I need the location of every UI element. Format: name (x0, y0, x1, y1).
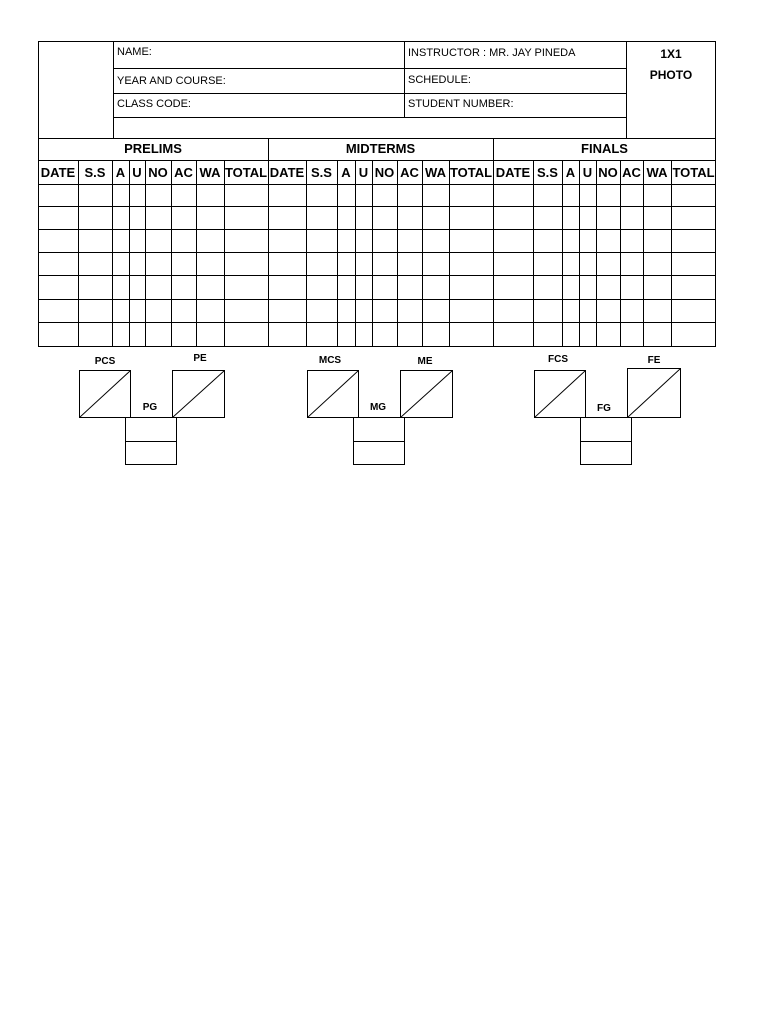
col-header-ac: AC (174, 165, 193, 180)
row-line (38, 206, 716, 207)
header-bottom-line (38, 138, 716, 139)
header-divider-left (113, 41, 114, 138)
col-header-ss: S.S (537, 165, 558, 180)
diagonal-line (80, 371, 130, 417)
class-code-label: CLASS CODE: (117, 98, 191, 110)
grade-box-divider (353, 441, 405, 442)
finals-exam-label: FE (647, 355, 661, 366)
col-line (355, 160, 356, 347)
midterms-exam-label: ME (417, 356, 433, 367)
col-line (337, 160, 338, 347)
col-header-date: DATE (40, 165, 76, 180)
row-line (38, 322, 716, 323)
col-line (112, 160, 113, 347)
row-line (38, 275, 716, 276)
col-header-u: U (358, 165, 369, 180)
prelims-cs-box (79, 370, 131, 418)
col-header-no: NO (598, 165, 618, 180)
section-title-midterms: MIDTERMS (345, 141, 416, 156)
photo-label-line1: 1X1 (660, 47, 682, 61)
col-header-date: DATE (269, 165, 305, 180)
col-header-wa: WA (646, 165, 668, 180)
col-line (643, 160, 644, 347)
finals-grade-label: FG (597, 403, 611, 414)
col-line (671, 160, 672, 347)
prelims-exam-box (172, 370, 225, 418)
col-line (171, 160, 172, 347)
photo-label-line2: PHOTO (649, 68, 693, 82)
midterms-cs-label: MCS (318, 355, 342, 366)
col-line (397, 160, 398, 347)
col-line (596, 160, 597, 347)
grade-box-divider (125, 441, 177, 442)
col-header-no: NO (148, 165, 168, 180)
prelims-grade-label: PG (142, 402, 158, 413)
col-line (449, 160, 450, 347)
col-header-date: DATE (495, 165, 531, 180)
col-header-no: NO (374, 165, 395, 180)
header-row-line-1 (113, 68, 626, 69)
col-header-ac: AC (400, 165, 419, 180)
finals-cs-box (534, 370, 586, 418)
col-line (533, 160, 534, 347)
student-number-label: STUDENT NUMBER: (408, 98, 514, 110)
prelims-exam-label: PE (193, 353, 207, 364)
col-line (145, 160, 146, 347)
instructor-label: INSTRUCTOR : MR. JAY PINEDA (408, 47, 576, 59)
col-line (422, 160, 423, 347)
col-line (196, 160, 197, 347)
col-line (78, 160, 79, 347)
col-line (224, 160, 225, 347)
col-header-total: TOTAL (449, 165, 493, 180)
col-header-wa: WA (425, 165, 446, 180)
col-header-total: TOTAL (672, 165, 715, 180)
diagonal-line (308, 371, 358, 417)
section-title-line (38, 160, 716, 161)
col-header-total: TOTAL (224, 165, 268, 180)
header-row-line-3 (113, 117, 626, 118)
col-header-ss: S.S (84, 165, 106, 180)
name-label: NAME: (117, 46, 152, 58)
finals-cs-label: FCS (548, 354, 568, 365)
grade-box-divider (580, 441, 632, 442)
header-divider-mid (404, 41, 405, 118)
col-line (306, 160, 307, 347)
col-header-a: A (565, 165, 576, 180)
diagonal-line (401, 371, 452, 417)
section-title-prelims: PRELIMS (124, 141, 182, 156)
col-line (372, 160, 373, 347)
row-line (38, 229, 716, 230)
diagonal-line (628, 369, 680, 417)
finals-exam-box (627, 368, 681, 418)
row-line (38, 299, 716, 300)
col-header-ac: AC (622, 165, 641, 180)
header-row-line-2 (113, 93, 626, 94)
schedule-label: SCHEDULE: (408, 74, 471, 86)
col-header-u: U (582, 165, 593, 180)
midterms-exam-box (400, 370, 453, 418)
col-header-a: A (115, 165, 126, 180)
section-title-finals: FINALS (581, 141, 628, 156)
diagonal-line (173, 371, 224, 417)
midterms-grade-label: MG (369, 402, 387, 413)
col-line (579, 160, 580, 347)
col-header-ss: S.S (311, 165, 332, 180)
col-header-u: U (132, 165, 142, 180)
diagonal-line (535, 371, 585, 417)
prelims-cs-label: PCS (94, 356, 116, 367)
column-header-line (38, 184, 716, 185)
midterms-cs-box (307, 370, 359, 418)
col-line (129, 160, 130, 347)
col-line (620, 160, 621, 347)
year-course-label: YEAR AND COURSE: (117, 75, 226, 87)
col-header-a: A (341, 165, 351, 180)
col-line (562, 160, 563, 347)
col-header-wa: WA (199, 165, 221, 180)
row-line (38, 252, 716, 253)
